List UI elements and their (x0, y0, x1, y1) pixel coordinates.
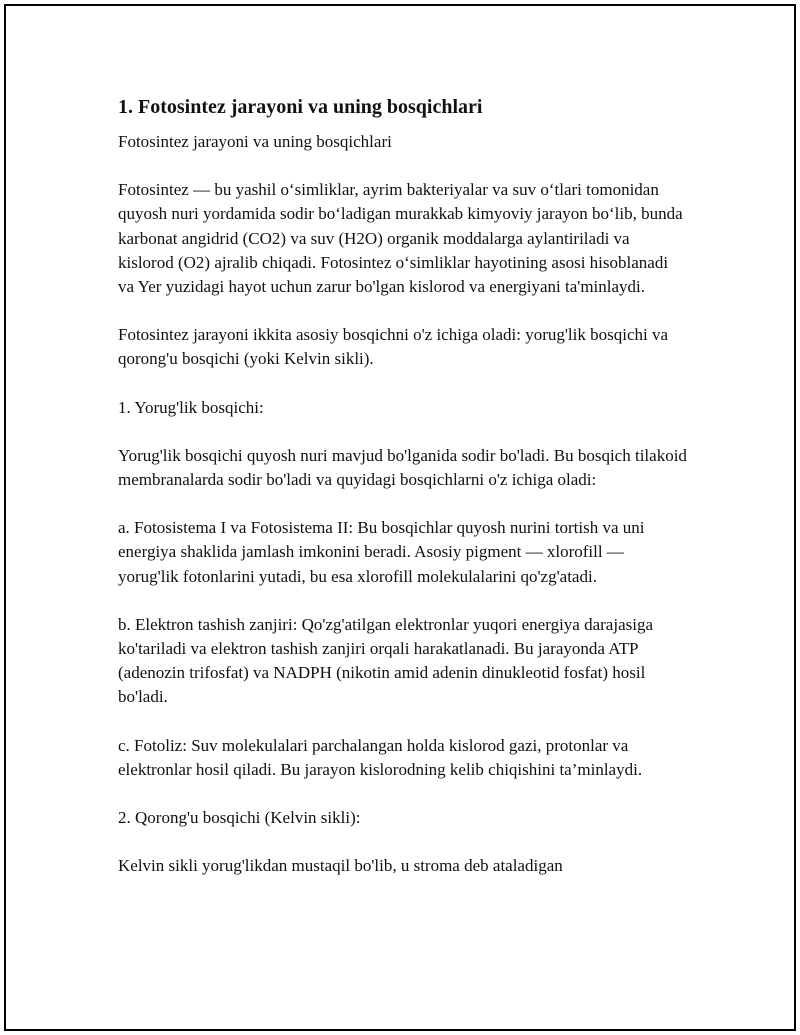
section-subtitle: Fotosintez jarayoni va uning bosqichlari (118, 132, 392, 151)
paragraph-electron-transport: b. Elektron tashish zanjiri: Qo'zg'atilgan elektronlar yuqori energiya darajasiga ko'tariladi va elektron tashish zanjiri orqali harakatlanadi. Bu jarayonda ATP (adenozin trifosfat) va NADPH (nikotin amid adenin dinukleotid fosfat) hosil bo'ladi. (118, 614, 653, 707)
paragraph-light-stage: Yorug'lik bosqichi quyosh nuri mavjud bo'lganida sodir bo'ladi. Bu bosqich tilakoid membranalarda sodir bo'ladi va quyidagi bosqichlarni o'z ichiga oladi: (118, 445, 687, 490)
heading-dark-stage: 2. Qorong'u bosqichi (Kelvin sikli): (118, 808, 361, 828)
document-body (118, 93, 688, 902)
heading-light-stage: 1. Yorug'lik bosqichi: (118, 397, 264, 417)
paragraph-calvin-cycle: Kelvin sikli yorug'likdan mustaqil bo'lib, u stroma deb ataladigan (118, 856, 563, 876)
paragraph-photolysis: c. Fotoliz: Suv molekulalari parchalangan holda kislorod gazi, protonlar va elektronlar hosil qiladi. Bu jarayon kislorodning kelib chiqishini ta’minlaydi. (118, 735, 643, 779)
paragraph-definition: Fotosintez — bu yashil o‘simliklar, ayrim bakteriyalar va suv o‘tlari tomonidan quyosh nuri yordamida sodir bo‘ladigan murakkab kimyoviy jarayon bo‘lib, bunda karbonat angidrid (CO2) va suv (H2O) organik moddalarga aylantiriladi va kislorod (O2) ajralib chiqadi. Fotosintez o‘simliklar hayotining asosi hisoblanadi va Yer yuzidagi hayot uchun zarur bo'lgan kislorod va energiyani ta'minlaydi. (118, 180, 683, 297)
paragraph-stages-intro: Fotosintez jarayoni ikkita asosiy bosqichni o'z ichiga oladi: yorug'lik bosqichi va qorong'u bosqichi (yoki Kelvin sikli). (118, 325, 669, 369)
paragraph-photosystems: a. Fotosistema I va Fotosistema II: Bu bosqichlar quyosh nurini tortish va uni energiya shaklida jamlash imkonini beradi. Asosiy pigment — xlorofill — yorug'lik fotonlarini yutadi, bu esa xlorofill molekulalarini qo'zg'atadi. (118, 518, 645, 586)
document-title: 1. Fotosintez jarayoni va uning bosqichlari (118, 96, 483, 118)
